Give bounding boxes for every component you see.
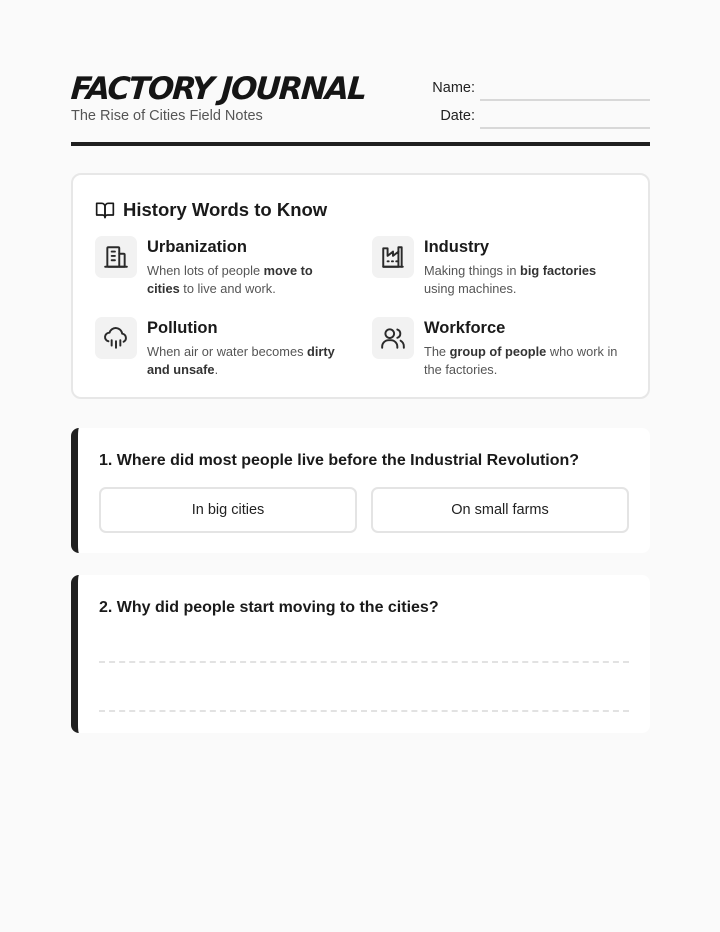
term-definition: When lots of people move to cities to live and work. — [147, 263, 313, 296]
vocab-heading — [95, 199, 327, 221]
date-write-line[interactable] — [480, 127, 650, 129]
building-icon — [95, 236, 137, 278]
date-field[interactable] — [430, 108, 650, 128]
date-label: Date: — [440, 108, 475, 124]
name-write-line[interactable] — [480, 99, 650, 101]
answer-line[interactable] — [99, 710, 629, 712]
name-label: Name: — [432, 80, 475, 96]
question-1-text: 1. Where did most people live before the Industrial Revolution? — [99, 452, 580, 469]
vocab-title: History Words to Know — [123, 199, 328, 220]
option-small-farms-button[interactable]: On small farms — [371, 487, 629, 533]
factory-icon — [372, 236, 414, 278]
term-name: Pollution — [147, 319, 218, 337]
term-definition: The group of people who work in the factories. — [424, 344, 618, 377]
question-2-text: 2. Why did people start moving to the cities? — [99, 599, 439, 616]
vocab-card — [71, 173, 650, 399]
question-2-card — [71, 575, 650, 733]
journal-subtitle: The Rise of Cities Field Notes — [71, 108, 263, 124]
term-name: Industry — [424, 238, 490, 256]
term-name: Urbanization — [147, 238, 247, 256]
answer-line[interactable] — [99, 661, 629, 663]
users-icon — [372, 317, 414, 359]
term-definition: When air or water becomes dirty and unsafe. — [147, 344, 335, 377]
journal-header — [71, 72, 650, 146]
term-name: Workforce — [424, 319, 506, 337]
name-field[interactable] — [430, 80, 650, 100]
journal-title: FACTORY JOURNAL — [69, 71, 367, 107]
term-definition: Making things in big factories using machines. — [424, 263, 597, 296]
question-1-card — [71, 428, 650, 553]
option-big-cities-button[interactable]: In big cities — [99, 487, 357, 533]
cloud-rain-icon — [95, 317, 137, 359]
book-open-icon — [95, 200, 115, 220]
